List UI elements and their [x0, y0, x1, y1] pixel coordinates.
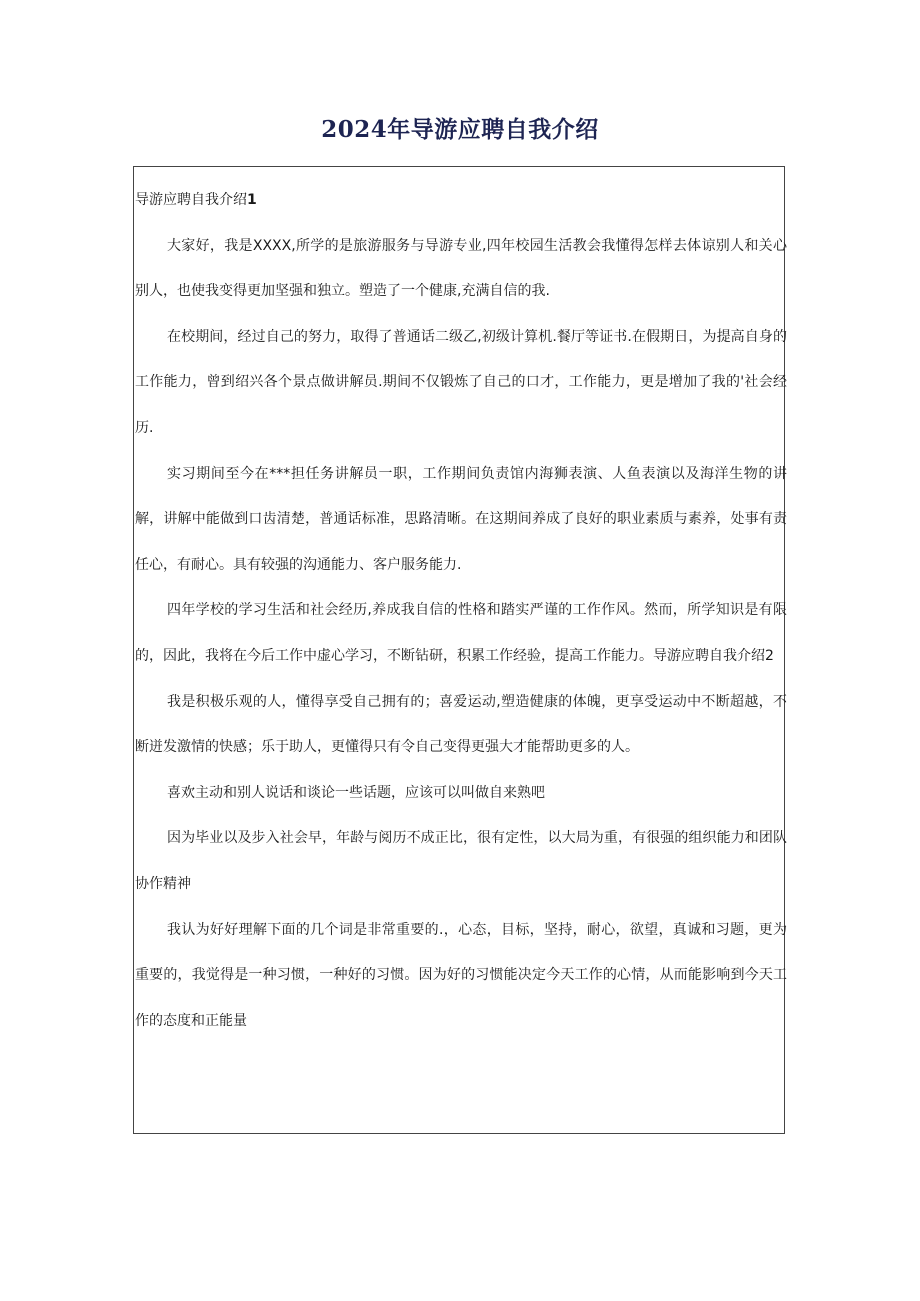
document-body: [135, 178, 787, 1044]
paragraph: 我是积极乐观的人，懂得享受自己拥有的；喜爱运动,塑造健康的体魄，更享受运动中不断超越，不断迸发激情的快感；乐于助人，更懂得只有令自己变得更强大才能帮助更多的人。: [135, 693, 787, 756]
paragraph: 大家好，我是XXXX,所学的是旅游服务与导游专业,四年校园生活教会我懂得怎样去体谅别人和关心别人，也使我变得更加坚强和独立。塑造了一个健康,充满自信的我.: [135, 237, 787, 300]
section-heading-text: 导游应聘自我介绍: [135, 192, 247, 208]
paragraph: 实习期间至今在***担任务讲解员一职，工作期间负责馆内海狮表演、人鱼表演以及海洋生物的讲解，讲解中能做到口齿清楚，普通话标准，思路清晰。在这期间养成了良好的职业素质与素养，处事有责任心，有耐心。具有较强的沟通能力、客户服务能力.: [135, 465, 787, 573]
paragraph: 在校期间，经过自己的努力，取得了普通话二级乙,初级计算机.餐厅等证书.在假期日，为提高自身的工作能力，曾到绍兴各个景点做讲解员.期间不仅锻炼了自己的口才，工作能力，更是增加了我的'社会经历.: [135, 328, 787, 436]
paragraph: 喜欢主动和别人说话和谈论一些话题，应该可以叫做自来熟吧: [167, 784, 545, 801]
paragraph: 因为毕业以及步入社会早，年龄与阅历不成正比，很有定性，以大局为重，有很强的组织能力和团队协作精神: [135, 830, 787, 892]
section-heading: [135, 178, 787, 224]
paragraph: 四年学校的学习生活和社会经历,养成我自信的性格和踏实严谨的工作作风。然而，所学知识是有限的，因此，我将在今后工作中虚心学习，不断钻研，积累工作经验，提高工作能力。导游应聘自我介绍2: [135, 602, 787, 664]
section-heading-number: 1: [247, 192, 257, 208]
page-title: 2024年导游应聘自我介绍: [321, 116, 599, 143]
paragraph: 我认为好好理解下面的几个词是非常重要的.，心态，目标，坚持，耐心，欲望，真诚和习题，更为重要的，我觉得是一种习惯，一种好的习惯。因为好的习惯能决定今天工作的心情，从而能影响到今天工作的态度和正能量: [135, 921, 787, 1029]
